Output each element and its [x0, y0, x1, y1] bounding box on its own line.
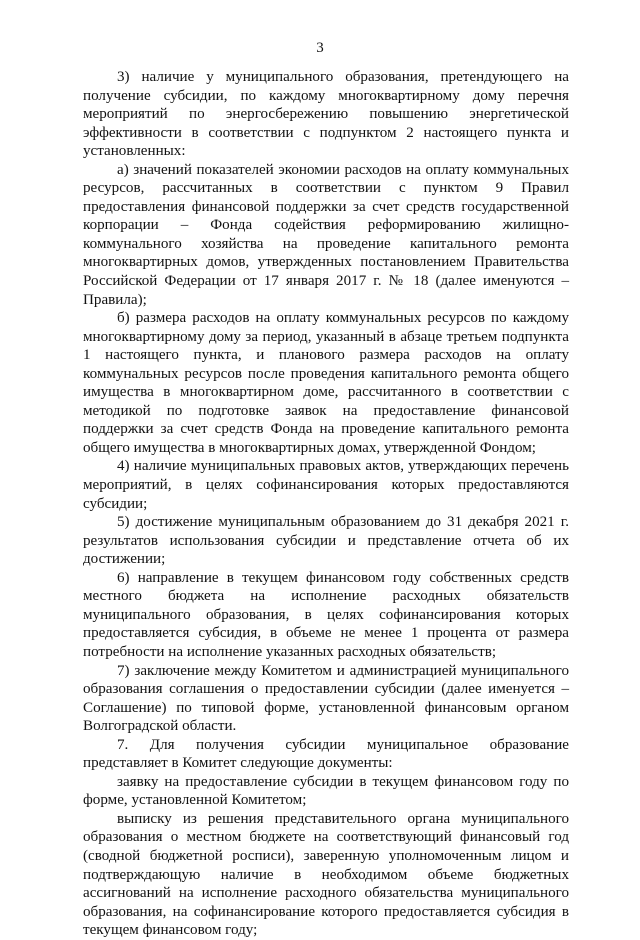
paragraph-item-7: 7) заключение между Комитетом и администрацией муниципального образования соглашения о предоставлении субсидии (далее именуется – Соглашение) по типовой форме, установленной финансовым органом Волгоградской области.	[83, 662, 569, 735]
paragraph-section-7: 7. Для получения субсидии муниципальное образование представляет в Комитет следующие документы:	[83, 736, 569, 772]
paragraph-item-3: 3) наличие у муниципального образования, претендующего на получение субсидии, по каждому многоквартирному дому перечня мероприятий по энергосбережению повышению энергетической эффективности в соответствии с подпунктом 2 настоящего пункта и установленных:	[83, 69, 569, 160]
document-body	[83, 68, 569, 940]
paragraph-extract: выписку из решения представительного органа муниципального образования о местном бюджете на соответствующий финансовый год (сводной бюджетной росписи), заверенную уполномоченным лицом и подтверждающую наличие в необходимом объеме бюджетных ассигнований на исполнение расходного обязательства муниципального образования, на софинансирование которого предоставляется субсидия в текущем финансовом году;	[83, 810, 569, 939]
paragraph-application: заявку на предоставление субсидии в текущем финансовом году по форме, установленной Комитетом;	[83, 773, 569, 809]
paragraph-item-4: 4) наличие муниципальных правовых актов, утверждающих перечень мероприятий, в целях софинансирования которых предоставляются субсидии;	[83, 458, 569, 512]
paragraph-subitem-a: а) значений показателей экономии расходов на оплату коммунальных ресурсов, рассчитанных в соответствии с пунктом 9 Правил предоставления финансовой поддержки за счет средств государственной корпорации – Фонда содействия реформированию жилищно-коммунального хозяйства на проведение капитального ремонта многоквартирных домов, утвержденных постановлением Правительства Российской Федерации от 17 января 2017 г. № 18 (далее именуются – Правила);	[83, 161, 569, 308]
paragraph-item-5: 5) достижение муниципальным образованием до 31 декабря 2021 г. результатов использования субсидии и представление отчета об их достижении;	[83, 514, 569, 568]
paragraph-item-6: 6) направление в текущем финансовом году собственных средств местного бюджета на исполнение расходных обязательств муниципального образования, в целях софинансирования которых предоставляется субсидия, в объеме не менее 1 процента от размера потребности на исполнение указанных расходных обязательств;	[83, 569, 569, 660]
page-number: 3	[316, 40, 324, 56]
paragraph-subitem-b: б) размера расходов на оплату коммунальных ресурсов по каждому многоквартирному дому за период, указанный в абзаце третьем подпункта 1 настоящего пункта, и планового размера расходов на оплату коммунальных ресурсов после проведения капитального ремонта общего имущества в многоквартирном доме, рассчитанного в соответствии с методикой по подготовке заявок на предоставление финансовой поддержки за счет средств Фонда на проведение капитального ремонта общего имущества в многоквартирных домах, утвержденной Фондом;	[83, 310, 569, 456]
